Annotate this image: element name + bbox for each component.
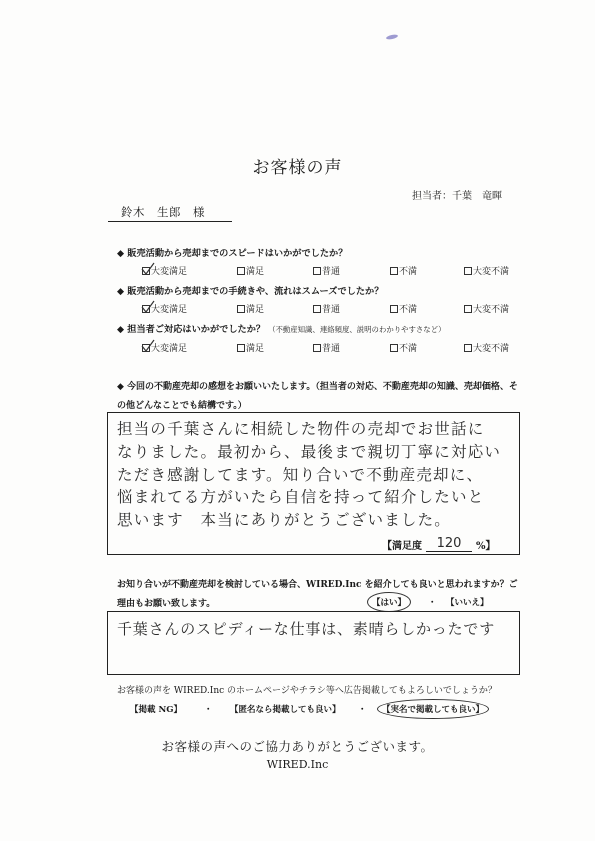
checkbox — [142, 344, 150, 352]
rating-option-label: 満足 — [246, 305, 265, 315]
referral-option-no: 【いいえ】 — [446, 598, 489, 608]
rating-option-label: 大変不満 — [473, 267, 510, 277]
check-mark-icon — [141, 262, 155, 276]
customer-name-underline — [108, 221, 232, 222]
rating-option-label: 大変不満 — [473, 344, 510, 354]
checkbox — [390, 267, 398, 275]
rating-option — [464, 302, 509, 315]
satisfaction-value: 120 — [426, 537, 472, 552]
footer-company: WIRED.Inc — [266, 758, 329, 771]
rating-option-label: 満足 — [246, 267, 265, 277]
rating-option — [237, 302, 264, 315]
rating-option — [313, 264, 340, 277]
rating-option — [142, 302, 187, 315]
rating-option — [464, 341, 509, 354]
publication-option-real-name: 【実名で掲載しても良い】 — [382, 705, 485, 715]
checkbox — [237, 305, 245, 313]
check-mark-icon — [141, 300, 155, 314]
handwritten-line: 思います 本当にありがとうございました。 — [117, 511, 452, 529]
rating-option-label: 大変満足 — [151, 305, 188, 315]
check-mark-icon — [141, 339, 155, 353]
handwritten-line: 担当の千葉さんに相続した物件の売却でお世話に — [117, 420, 485, 438]
rating-option — [464, 264, 509, 277]
checkbox — [390, 344, 398, 352]
rating-option-label: 普通 — [322, 344, 341, 354]
handwritten-line: ただき感謝してます。知り合いで不動産売却に、 — [117, 466, 484, 484]
publication-option-anonymous: 【匿名なら掲載しても良い】 — [230, 705, 341, 715]
impression-question: ◆ 今回の不動産売却の感想をお願いいたします。（担当者の対応、不動産売却の知識、売却価格、その他どんなことでも結構です。） — [117, 382, 518, 411]
customer-name: 鈴木 生郎 様 — [121, 205, 205, 219]
rating-option — [237, 341, 264, 354]
publication-separator: ・ — [358, 705, 367, 715]
referral-option-yes: 【はい】 — [372, 598, 407, 608]
rating-options-speed — [0, 264, 595, 278]
rating-option — [237, 264, 264, 277]
satisfaction-unit: %】 — [476, 541, 496, 552]
checkbox — [464, 305, 472, 313]
handwritten-line: 悩まれてる方がいたら自信を持って紹介したいと — [117, 488, 485, 506]
checkbox — [464, 267, 472, 275]
question-speed — [117, 245, 347, 259]
referral-answer-box — [107, 611, 520, 675]
checkbox — [464, 344, 472, 352]
question-procedure — [117, 283, 383, 297]
form-title: お客様の声 — [252, 158, 343, 178]
publication-question: お客様の声を WIRED.Inc のホームページやチラシ等へ広告掲載してもよろしいでしょうか？ — [117, 686, 497, 696]
rating-option-label: 不満 — [399, 267, 418, 277]
rating-option — [142, 264, 187, 277]
rating-option-label: 普通 — [322, 267, 341, 277]
footer-thanks: お客様の声へのご協力ありがとうございます。 — [161, 739, 434, 754]
rating-option — [390, 341, 417, 354]
scan-ink-mark — [386, 34, 399, 40]
publication-option-ng: 【掲載 NG】 — [130, 705, 182, 715]
checkbox — [313, 267, 321, 275]
checkbox — [237, 344, 245, 352]
rating-option — [313, 302, 340, 315]
rating-option — [313, 341, 340, 354]
satisfaction-label: 【満足度 — [382, 541, 422, 552]
satisfaction-rating — [382, 537, 496, 552]
checkbox — [142, 267, 150, 275]
checkbox — [142, 305, 150, 313]
staff-name: 担当者：千葉 竜暉 — [412, 191, 502, 202]
checkbox — [313, 305, 321, 313]
rating-option-label: 大変満足 — [151, 344, 188, 354]
question-text: ◆ 販売活動から売却までの手続きや、流れはスムーズでしたか？ — [117, 286, 384, 297]
question-staff-response — [117, 321, 445, 335]
rating-options-staff-response — [0, 341, 595, 355]
referral-question: お知り合いが不動産売却を検討している場合、WIRED.Inc を紹介しても良いと思われますか？ご理由もお願い致します。 — [117, 580, 518, 609]
handwritten-line: なりました。最初から、最後まで親切丁寧に対応い — [117, 443, 502, 461]
handwritten-line: 千葉さんのスピディーな仕事は、素晴らしかったです — [117, 620, 496, 638]
checkbox — [390, 305, 398, 313]
question-text: ◆ 担当者ご対応はいかがでしたか？ — [117, 324, 266, 335]
rating-option — [142, 341, 187, 354]
rating-option-label: 不満 — [399, 344, 418, 354]
rating-option-label: 不満 — [399, 305, 418, 315]
rating-options-procedure — [0, 302, 595, 316]
rating-option — [390, 264, 417, 277]
publication-separator: ・ — [204, 705, 213, 715]
referral-separator: ・ — [428, 598, 437, 608]
rating-option — [390, 302, 417, 315]
question-text: ◆ 販売活動から売却までのスピードはいかがでしたか？ — [117, 248, 348, 259]
checkbox — [237, 267, 245, 275]
impression-answer-box — [107, 412, 520, 555]
rating-option-label: 満足 — [246, 344, 265, 354]
rating-option-label: 大変不満 — [473, 305, 510, 315]
question-note: （不動産知識、連絡頻度、説明のわかりやすさなど） — [268, 325, 446, 334]
rating-option-label: 普通 — [322, 305, 341, 315]
checkbox — [313, 344, 321, 352]
rating-option-label: 大変満足 — [151, 267, 188, 277]
